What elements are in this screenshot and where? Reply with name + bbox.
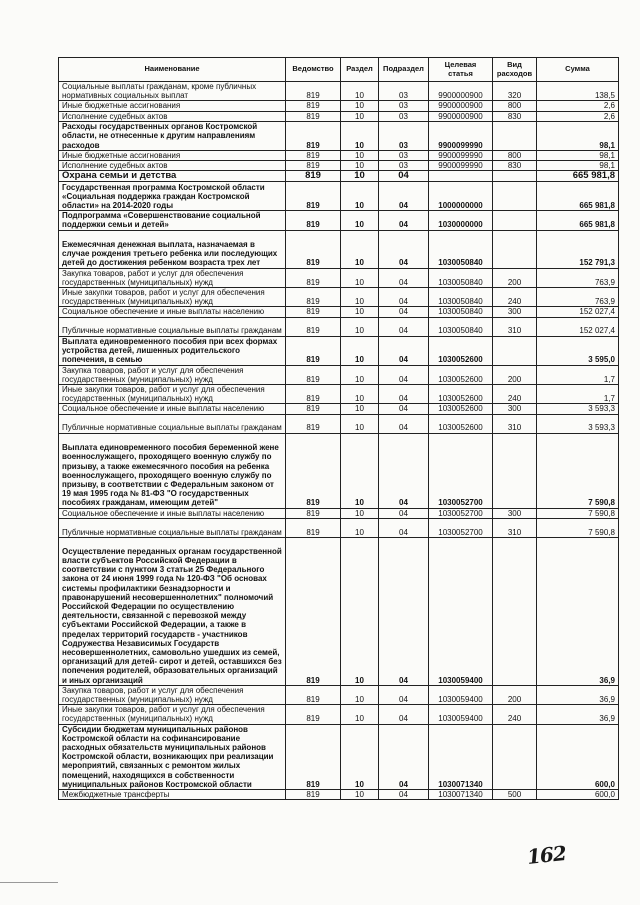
cell-podrazdel: 04 xyxy=(379,433,429,508)
table-row xyxy=(59,404,619,414)
cell-razdel: 10 xyxy=(341,101,379,111)
cell-vid xyxy=(493,211,537,230)
table-row xyxy=(59,705,619,724)
column-header: Целевая статья xyxy=(429,58,493,82)
cell-vid: 300 xyxy=(493,307,537,317)
cell-vedomstvo: 819 xyxy=(286,171,341,182)
cell-vedomstvo: 819 xyxy=(286,161,341,171)
cell-vedomstvo: 819 xyxy=(286,268,341,287)
cell-summa: 36,9 xyxy=(537,537,619,685)
cell-summa: 36,9 xyxy=(537,685,619,704)
cell-statya: 1030050840 xyxy=(429,317,493,336)
cell-vedomstvo: 819 xyxy=(286,317,341,336)
cell-vedomstvo: 819 xyxy=(286,508,341,518)
cell-vedomstvo: 819 xyxy=(286,111,341,121)
table-row xyxy=(59,150,619,160)
cell-statya: 1000000000 xyxy=(429,182,493,211)
cell-statya: 9900099990 xyxy=(429,161,493,171)
cell-vid: 240 xyxy=(493,288,537,307)
cell-razdel: 10 xyxy=(341,161,379,171)
cell-podrazdel: 04 xyxy=(379,182,429,211)
cell-razdel: 10 xyxy=(341,433,379,508)
column-header: Сумма xyxy=(537,58,619,82)
cell-vid xyxy=(493,336,537,365)
cell-summa: 7 590,8 xyxy=(537,508,619,518)
cell-summa: 3 593,3 xyxy=(537,404,619,414)
cell-name: Субсидии бюджетам муниципальных районов Костромской области на софинансирование расходных обязательств муниципальных районов Костромской области, возникающих при реализации мероприятий, связанных с ремонтом жилых помещений, находящихся в собственности муниципальных районов Костромской области xyxy=(59,724,286,789)
cell-podrazdel: 04 xyxy=(379,211,429,230)
cell-vedomstvo: 819 xyxy=(286,404,341,414)
cell-vid: 310 xyxy=(493,414,537,433)
table-row xyxy=(59,230,619,268)
table-row xyxy=(59,724,619,789)
cell-razdel: 10 xyxy=(341,385,379,404)
cell-vedomstvo: 819 xyxy=(286,685,341,704)
cell-statya: 1030052600 xyxy=(429,336,493,365)
cell-vedomstvo: 819 xyxy=(286,518,341,537)
cell-summa: 36,9 xyxy=(537,705,619,724)
cell-vedomstvo: 819 xyxy=(286,121,341,150)
cell-vedomstvo: 819 xyxy=(286,230,341,268)
cell-summa: 600,0 xyxy=(537,724,619,789)
cell-vid: 310 xyxy=(493,518,537,537)
cell-vid: 320 xyxy=(493,82,537,101)
cell-statya: 1030050840 xyxy=(429,230,493,268)
cell-statya: 1030052600 xyxy=(429,404,493,414)
cell-razdel: 10 xyxy=(341,414,379,433)
cell-vid: 300 xyxy=(493,508,537,518)
cell-vedomstvo: 819 xyxy=(286,433,341,508)
cell-vedomstvo: 819 xyxy=(286,182,341,211)
cell-podrazdel: 04 xyxy=(379,404,429,414)
cell-summa: 665 981,8 xyxy=(537,171,619,182)
cell-podrazdel: 04 xyxy=(379,705,429,724)
cell-statya: 1030050840 xyxy=(429,288,493,307)
cell-vid xyxy=(493,230,537,268)
cell-razdel: 10 xyxy=(341,268,379,287)
cell-statya: 9900000900 xyxy=(429,82,493,101)
budget-table xyxy=(58,57,619,800)
table-row xyxy=(59,790,619,800)
cell-summa: 763,9 xyxy=(537,268,619,287)
cell-name: Социальное обеспечение и иные выплаты населению xyxy=(59,404,286,414)
footer-rule xyxy=(0,882,58,883)
cell-summa: 600,0 xyxy=(537,790,619,800)
cell-vid: 500 xyxy=(493,790,537,800)
cell-vedomstvo: 819 xyxy=(286,537,341,685)
cell-podrazdel: 03 xyxy=(379,82,429,101)
cell-razdel: 10 xyxy=(341,230,379,268)
cell-name: Иные закупки товаров, работ и услуг для обеспечения государственных (муниципальных) нужд xyxy=(59,288,286,307)
table-row xyxy=(59,82,619,101)
cell-podrazdel: 04 xyxy=(379,307,429,317)
cell-podrazdel: 04 xyxy=(379,288,429,307)
cell-name: Публичные нормативные социальные выплаты гражданам xyxy=(59,414,286,433)
cell-vid: 310 xyxy=(493,317,537,336)
cell-name: Расходы государственных органов Костромской области, не отнесенные к другим направлениям расходов xyxy=(59,121,286,150)
cell-podrazdel: 04 xyxy=(379,268,429,287)
table-row xyxy=(59,161,619,171)
cell-summa: 665 981,8 xyxy=(537,182,619,211)
cell-summa: 1,7 xyxy=(537,385,619,404)
cell-razdel: 10 xyxy=(341,336,379,365)
table-row xyxy=(59,111,619,121)
cell-name: Межбюджетные трансферты xyxy=(59,790,286,800)
cell-vedomstvo: 819 xyxy=(286,82,341,101)
cell-summa: 152 027,4 xyxy=(537,307,619,317)
cell-vid xyxy=(493,433,537,508)
cell-razdel: 10 xyxy=(341,211,379,230)
cell-statya: 9900099990 xyxy=(429,121,493,150)
cell-name: Иные закупки товаров, работ и услуг для обеспечения государственных (муниципальных) нужд xyxy=(59,705,286,724)
table-row xyxy=(59,336,619,365)
column-header: Вид расходов xyxy=(493,58,537,82)
cell-summa: 7 590,8 xyxy=(537,433,619,508)
cell-name: Охрана семьи и детства xyxy=(59,171,286,182)
cell-summa: 152 027,4 xyxy=(537,317,619,336)
cell-name: Закупка товаров, работ и услуг для обеспечения государственных (муниципальных) нужд xyxy=(59,685,286,704)
cell-statya: 9900000900 xyxy=(429,101,493,111)
cell-summa: 3 593,3 xyxy=(537,414,619,433)
cell-statya: 1030052700 xyxy=(429,508,493,518)
cell-podrazdel: 04 xyxy=(379,317,429,336)
table-row xyxy=(59,414,619,433)
cell-statya: 1030052600 xyxy=(429,365,493,384)
cell-statya: 1030052600 xyxy=(429,414,493,433)
table-row xyxy=(59,171,619,182)
cell-vid: 240 xyxy=(493,385,537,404)
cell-vid: 240 xyxy=(493,705,537,724)
cell-name: Социальное обеспечение и иные выплаты населению xyxy=(59,508,286,518)
cell-vid: 200 xyxy=(493,365,537,384)
cell-podrazdel: 04 xyxy=(379,724,429,789)
cell-name: Осуществление переданных органам государственной власти субъектов Российской Федерации в соответствии с пунктом 3 статьи 25 Федерального закона от 24 июня 1999 года № 120-ФЗ "Об основах системы профилактики безнадзорности и правонарушений несовершеннолетних" полномочий Российской Федерации по осуществлению деятельности, связанной с перевозкой между субъектами Российской Федерации, а также в пределах территорий государств - участников Содружества Независимых Государств несовершеннолетних, самовольно ушедших из семей, организаций для детей- сирот и детей, оставшихся без попечения родителей, образовательных организаций и иных организаций xyxy=(59,537,286,685)
cell-vedomstvo: 819 xyxy=(286,101,341,111)
table-body xyxy=(59,82,619,800)
table-row xyxy=(59,211,619,230)
cell-podrazdel: 04 xyxy=(379,365,429,384)
cell-razdel: 10 xyxy=(341,307,379,317)
cell-vid xyxy=(493,182,537,211)
cell-name: Ежемесячная денежная выплата, назначаемая в случае рождения третьего ребенка или последующих детей до достижения ребенком возраста трех лет xyxy=(59,230,286,268)
cell-summa: 2,6 xyxy=(537,111,619,121)
cell-statya: 9900000900 xyxy=(429,111,493,121)
cell-podrazdel: 03 xyxy=(379,161,429,171)
cell-name: Исполнение судебных актов xyxy=(59,111,286,121)
cell-vid: 800 xyxy=(493,150,537,160)
cell-vid: 830 xyxy=(493,161,537,171)
page-number-handwritten: 162 xyxy=(525,841,567,869)
cell-statya: 1030071340 xyxy=(429,724,493,789)
cell-razdel: 10 xyxy=(341,705,379,724)
cell-name: Иные бюджетные ассигнования xyxy=(59,150,286,160)
cell-name: Выплата единовременного пособия при всех формах устройства детей, лишенных родительского попечения, в семью xyxy=(59,336,286,365)
cell-vid xyxy=(493,537,537,685)
cell-statya: 1030050840 xyxy=(429,268,493,287)
cell-summa: 98,1 xyxy=(537,161,619,171)
cell-razdel: 10 xyxy=(341,537,379,685)
cell-statya: 1030071340 xyxy=(429,790,493,800)
table-row xyxy=(59,685,619,704)
cell-vid xyxy=(493,724,537,789)
cell-vedomstvo: 819 xyxy=(286,150,341,160)
cell-name: Государственная программа Костромской области «Социальная поддержка граждан Костромской области» на 2014-2020 годы xyxy=(59,182,286,211)
cell-statya: 1030052700 xyxy=(429,433,493,508)
cell-statya: 1030059400 xyxy=(429,685,493,704)
cell-razdel: 10 xyxy=(341,121,379,150)
cell-vid: 830 xyxy=(493,111,537,121)
cell-podrazdel: 04 xyxy=(379,385,429,404)
table-row xyxy=(59,288,619,307)
cell-summa: 763,9 xyxy=(537,288,619,307)
column-header: Подраздел xyxy=(379,58,429,82)
cell-razdel: 10 xyxy=(341,790,379,800)
cell-podrazdel: 04 xyxy=(379,537,429,685)
cell-podrazdel: 04 xyxy=(379,685,429,704)
table-row xyxy=(59,121,619,150)
column-header: Ведомство xyxy=(286,58,341,82)
table-header-row xyxy=(59,58,619,82)
cell-podrazdel: 04 xyxy=(379,414,429,433)
cell-podrazdel: 04 xyxy=(379,336,429,365)
cell-name: Публичные нормативные социальные выплаты гражданам xyxy=(59,518,286,537)
cell-razdel: 10 xyxy=(341,288,379,307)
cell-name: Закупка товаров, работ и услуг для обеспечения государственных (муниципальных) нужд xyxy=(59,365,286,384)
table-row xyxy=(59,385,619,404)
cell-summa: 98,1 xyxy=(537,121,619,150)
cell-vid: 200 xyxy=(493,268,537,287)
cell-vedomstvo: 819 xyxy=(286,414,341,433)
cell-vedomstvo: 819 xyxy=(286,705,341,724)
cell-vedomstvo: 819 xyxy=(286,211,341,230)
cell-razdel: 10 xyxy=(341,508,379,518)
cell-podrazdel: 03 xyxy=(379,121,429,150)
cell-name: Иные закупки товаров, работ и услуг для обеспечения государственных (муниципальных) нужд xyxy=(59,385,286,404)
cell-vedomstvo: 819 xyxy=(286,724,341,789)
cell-razdel: 10 xyxy=(341,404,379,414)
table-row xyxy=(59,101,619,111)
cell-razdel: 10 xyxy=(341,171,379,182)
cell-vedomstvo: 819 xyxy=(286,365,341,384)
cell-summa: 152 791,3 xyxy=(537,230,619,268)
cell-razdel: 10 xyxy=(341,150,379,160)
cell-name: Социальное обеспечение и иные выплаты населению xyxy=(59,307,286,317)
cell-podrazdel: 03 xyxy=(379,150,429,160)
cell-razdel: 10 xyxy=(341,518,379,537)
cell-name: Исполнение судебных актов xyxy=(59,161,286,171)
cell-name: Социальные выплаты гражданам, кроме публичных нормативных социальных выплат xyxy=(59,82,286,101)
cell-vedomstvo: 819 xyxy=(286,790,341,800)
cell-razdel: 10 xyxy=(341,82,379,101)
table-row xyxy=(59,307,619,317)
cell-vid: 300 xyxy=(493,404,537,414)
table-row xyxy=(59,182,619,211)
cell-summa: 1,7 xyxy=(537,365,619,384)
cell-statya: 1030059400 xyxy=(429,537,493,685)
cell-razdel: 10 xyxy=(341,685,379,704)
table-row xyxy=(59,433,619,508)
cell-name: Подпрограмма «Совершенствование социальной поддержки семьи и детей» xyxy=(59,211,286,230)
cell-name: Закупка товаров, работ и услуг для обеспечения государственных (муниципальных) нужд xyxy=(59,268,286,287)
cell-podrazdel: 03 xyxy=(379,101,429,111)
table-row xyxy=(59,508,619,518)
table-row xyxy=(59,537,619,685)
cell-podrazdel: 03 xyxy=(379,111,429,121)
cell-vid: 800 xyxy=(493,101,537,111)
table-row xyxy=(59,317,619,336)
cell-statya: 9900099990 xyxy=(429,150,493,160)
cell-summa: 665 981,8 xyxy=(537,211,619,230)
cell-summa: 138,5 xyxy=(537,82,619,101)
cell-summa: 3 595,0 xyxy=(537,336,619,365)
cell-statya: 1030059400 xyxy=(429,705,493,724)
cell-vedomstvo: 819 xyxy=(286,288,341,307)
cell-summa: 7 590,8 xyxy=(537,518,619,537)
cell-podrazdel: 04 xyxy=(379,230,429,268)
cell-statya: 1030052700 xyxy=(429,518,493,537)
cell-statya: 1030052600 xyxy=(429,385,493,404)
column-header: Наименование xyxy=(59,58,286,82)
cell-vedomstvo: 819 xyxy=(286,385,341,404)
cell-statya xyxy=(429,171,493,182)
cell-podrazdel: 04 xyxy=(379,518,429,537)
cell-name: Выплата единовременного пособия беременной жене военнослужащего, проходящего военную службу по призыву, а также ежемесячного пособия на ребенка военнослужащего, проходящего военную службу по призыву, в соответствии с Федеральным законом от 19 мая 1995 года № 81-ФЗ "О государственных пособиях гражданам, имеющим детей" xyxy=(59,433,286,508)
table-row xyxy=(59,365,619,384)
cell-podrazdel: 04 xyxy=(379,790,429,800)
cell-vid: 200 xyxy=(493,685,537,704)
cell-name: Иные бюджетные ассигнования xyxy=(59,101,286,111)
cell-vid xyxy=(493,121,537,150)
cell-summa: 2,6 xyxy=(537,101,619,111)
cell-razdel: 10 xyxy=(341,317,379,336)
cell-vid xyxy=(493,171,537,182)
cell-vedomstvo: 819 xyxy=(286,336,341,365)
cell-name: Публичные нормативные социальные выплаты гражданам xyxy=(59,317,286,336)
cell-podrazdel: 04 xyxy=(379,508,429,518)
cell-vedomstvo: 819 xyxy=(286,307,341,317)
column-header: Раздел xyxy=(341,58,379,82)
table-row xyxy=(59,268,619,287)
cell-razdel: 10 xyxy=(341,724,379,789)
cell-statya: 1030050840 xyxy=(429,307,493,317)
cell-summa: 98,1 xyxy=(537,150,619,160)
cell-razdel: 10 xyxy=(341,365,379,384)
table-row xyxy=(59,518,619,537)
cell-podrazdel: 04 xyxy=(379,171,429,182)
cell-razdel: 10 xyxy=(341,182,379,211)
cell-razdel: 10 xyxy=(341,111,379,121)
cell-statya: 1030000000 xyxy=(429,211,493,230)
